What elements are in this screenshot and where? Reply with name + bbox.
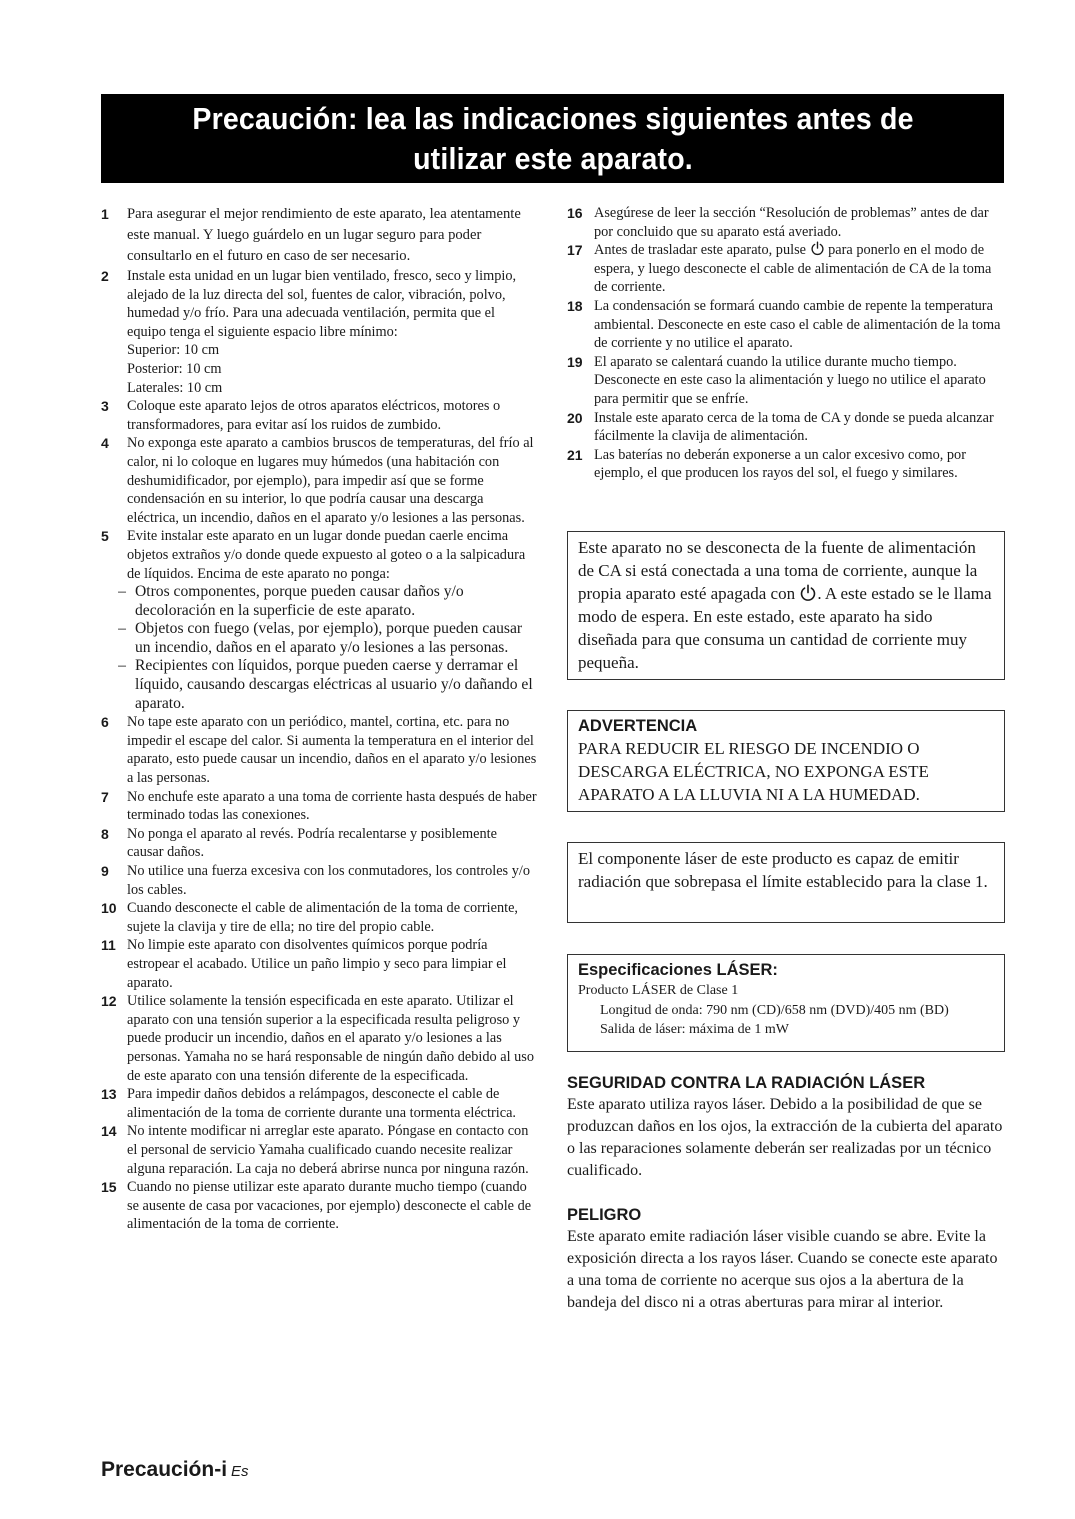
- warning-box: [567, 710, 1005, 812]
- laser-safety-text: Este aparato utiliza rayos láser. Debido a la posibilidad de que se produzcan daños en los ojos, la extracción de la cubierta del aparato o las reparaciones solamente deberán ser realizadas por un técnico cualificado.: [567, 1096, 1003, 1179]
- item-text: Instale esta unidad en un lugar bien ventilado, fresco, seco y limpio, alejado de la luz directa del sol, fuentes de calor, vibración, polvo, humedad y/o frío. Para una adecuada ventilación, permita que el equipo tenga el siguiente espacio libre mínimo:: [127, 268, 517, 340]
- item-text-before-icon: Antes de trasladar este aparato, pulse: [594, 242, 806, 259]
- danger-section: [567, 1204, 1007, 1314]
- item-text: Asegúrese de leer la sección “Resolución de problemas” antes de dar por concluido que su aparato está averiado.: [594, 205, 989, 240]
- precaution-item: [101, 267, 537, 397]
- dash-list-item: [101, 620, 537, 657]
- item-number: 12: [101, 993, 117, 1010]
- power-standby-icon: [799, 584, 817, 602]
- page-title-line-1: Precaución: lea las indicaciones siguientes antes de: [191, 100, 914, 136]
- item-text: Cuando desconecte el cable de alimentación de la toma de corriente, sujete la clavija y tire de ella; no tire del propio cable.: [127, 900, 519, 935]
- precaution-item: [101, 397, 537, 434]
- precaution-item: [567, 353, 1004, 409]
- laser-safety-heading: SEGURIDAD CONTRA LA RADIACIÓN LÁSER: [567, 1074, 926, 1092]
- item-number: 1: [101, 206, 109, 222]
- precaution-item: [567, 204, 1004, 241]
- precaution-item: [567, 241, 1004, 297]
- precaution-item: [567, 446, 1004, 483]
- clearance-top: Superior: 10 cm: [127, 342, 220, 359]
- item-number: 19: [567, 353, 583, 370]
- page-title: [139, 99, 967, 179]
- item-number: 7: [101, 788, 109, 805]
- item-number: 2: [101, 268, 109, 284]
- item-text: No limpie este aparato con disolventes químicos porque podría estropear el acabado. Utilice un paño limpio y seco para limpiar el aparato.: [127, 937, 507, 991]
- left-precautions-list: [101, 204, 537, 1234]
- precaution-item: [101, 825, 537, 862]
- laser-spec-box: [567, 954, 1005, 1052]
- precaution-item: [101, 1122, 537, 1178]
- item-text: Para asegurar el mejor rendimiento de este aparato, lea atentamente este manual. Y luego guárdelo en un lugar seguro para poder consultarlo en el futuro en caso de ser necesario.: [127, 206, 521, 264]
- precaution-item: [101, 992, 537, 1085]
- laser-wavelength: Longitud de onda: 790 nm (CD)/658 nm (DVD)/405 nm (BD): [600, 1002, 949, 1018]
- item-text: No exponga este aparato a cambios bruscos de temperaturas, del frío al calor, ni lo coloque en lugares muy húmedos (una habitación con deshumidificador, por ejemplo), para impedir así que se forme condensación en su interior, lo que podría causar una descarga eléctrica, un incendio, daños en el aparato y/o lesiones a las personas.: [127, 435, 534, 526]
- item-number: 5: [101, 528, 109, 545]
- item-text: No intente modificar ni arreglar este aparato. Póngase en contacto con el personal de servicio Yamaha cualificado cuando necesite realizar alguna reparación. La caja no deberá abrirse nunca por ninguna razón.: [127, 1123, 529, 1177]
- item-number: 16: [567, 205, 583, 221]
- item-text: No tape este aparato con un periódico, mantel, cortina, etc. para no impedir el escape del calor. Si aumenta la temperatura en el interior del aparato, esto puede causar un incendio, daños en el aparato y/o lesiones a las personas.: [127, 714, 537, 787]
- item-text: No ponga el aparato al revés. Podría recalentarse y posiblemente causar daños.: [127, 825, 497, 861]
- dash-item-text: Objetos con fuego (velas, por ejemplo), porque pueden causar un incendio, daños en el aparato y/o lesiones a las personas.: [135, 620, 523, 656]
- power-standby-icon: [810, 241, 825, 256]
- item-number: 21: [567, 446, 583, 463]
- precaution-item: [101, 527, 537, 583]
- precaution-item: [101, 862, 537, 899]
- clearance-rear: Posterior: 10 cm: [127, 360, 222, 377]
- precaution-item: [567, 297, 1004, 353]
- language-code: Es: [231, 1463, 249, 1480]
- item-text: Utilice solamente la tensión especificada en este aparato. Utilizar el aparato con una tensión superior a la especificada resulta peligroso y puede producir un incendio, daños en el aparato y/o lesiones a las personas. Yamaha no se hará responsable de ningún daño debido al uso de este aparato con una tensión diferente de la especificada.: [127, 993, 534, 1084]
- item-number: 9: [101, 863, 109, 879]
- standby-text-after-icon: . A este estado se le llama modo de espera. En este estado, este aparato ha sido diseñada para que consuma un cantidad de corriente muy pequeña.: [578, 584, 992, 672]
- item-text: Coloque este aparato lejos de otros aparatos eléctricos, motores o transformadores, para evitar así los ruidos de zumbido.: [127, 398, 501, 433]
- warning-text: PARA REDUCIR EL RIESGO DE INCENDIO O DESCARGA ELÉCTRICA, NO EXPONGA ESTE APARATO A LA LLUVIA NI A LA HUMEDAD.: [578, 739, 929, 804]
- precaution-item: [101, 204, 537, 267]
- item-number: 14: [101, 1123, 117, 1140]
- laser-safety-section: [567, 1072, 1007, 1182]
- precaution-item: [101, 788, 537, 825]
- dash-bullet: –: [118, 583, 126, 601]
- item-number: 17: [567, 242, 583, 259]
- item-number: 20: [567, 409, 583, 426]
- item-number: 3: [101, 398, 109, 415]
- page-footer: [101, 1458, 249, 1482]
- item-number: 13: [101, 1086, 117, 1103]
- item-text: No enchufe este aparato a una toma de corriente hasta después de haber terminado todas las conexiones.: [127, 788, 537, 824]
- dash-item-text: Otros componentes, porque pueden causar daños y/o decoloración en la superficie de este aparato.: [135, 583, 464, 619]
- laser-product-class: Producto LÁSER de Clase 1: [578, 983, 739, 998]
- item-text: Instale este aparato cerca de la toma de CA y donde se pueda alcanzar fácilmente la clavija de alimentación.: [594, 409, 994, 445]
- page-label: Precaución-i: [101, 1458, 228, 1481]
- item-text: Las baterías no deberán exponerse a un calor excesivo como, por ejemplo, el que producen los rayos del sol, el fuego y similares.: [594, 446, 966, 482]
- item-number: 11: [101, 937, 116, 954]
- item-text: El aparato se calentará cuando la utilice durante mucho tiempo. Desconecte en este caso la alimentación y luego no utilice el aparato para permitir que se enfríe.: [594, 353, 986, 407]
- dash-list-item: [101, 657, 537, 713]
- item-number: 8: [101, 825, 109, 842]
- item-number: 6: [101, 714, 109, 731]
- clearance-sides: Laterales: 10 cm: [127, 379, 223, 396]
- dash-bullet: –: [118, 620, 126, 638]
- page-title-line-2: utilizar este aparato.: [412, 140, 693, 176]
- item-text: No utilice una fuerza excesiva con los conmutadores, los controles y/o los cables.: [127, 863, 530, 898]
- dash-item-text: Recipientes con líquidos, porque pueden caerse y derramar el líquido, causando descargas eléctricas al usuario y/o dañando el aparato.: [135, 657, 533, 712]
- item-text: Cuando no piense utilizar este aparato durante mucho tiempo (cuando se ausente de casa por vacaciones, por ejemplo) desconecte el cable de alimentación de la toma de corriente.: [127, 1179, 532, 1233]
- precaution-item: [101, 713, 537, 787]
- standby-text-before-icon: Este aparato no se desconecta de la fuente de alimentación de CA si está conectada a una toma de corriente, aunque la propia aparato esté apagada con: [578, 538, 978, 603]
- laser-spec-heading: Especificaciones LÁSER:: [578, 961, 778, 979]
- item-number: 10: [101, 900, 117, 917]
- standby-notice-box: [567, 531, 1005, 680]
- right-precautions-list: [567, 204, 1004, 483]
- precaution-item: [101, 1085, 537, 1122]
- dash-bullet: –: [118, 657, 126, 675]
- precaution-item: [101, 899, 537, 936]
- item-text: La condensación se formará cuando cambie de repente la temperatura ambiental. Desconecte en este caso el cable de alimentación de la toma de corriente y no utilice el aparato.: [594, 297, 1001, 352]
- item-text-after-icon: para ponerlo en el modo de espera, y luego desconecte el cable de alimentación de CA de la toma de corriente.: [594, 242, 992, 296]
- item-text: Evite instalar este aparato en un lugar donde puedan caerle encima objetos extraños y/o donde quede expuesto al goteo o a la salpicadura de líquidos. Encima de este aparato no ponga:: [127, 528, 526, 582]
- danger-heading: PELIGRO: [567, 1206, 642, 1224]
- warning-heading: ADVERTENCIA: [578, 717, 698, 735]
- laser-class-box: [567, 842, 1005, 923]
- laser-output: Salida de láser: máxima de 1 mW: [600, 1022, 789, 1037]
- item-number: 15: [101, 1179, 117, 1196]
- precaution-item: [101, 936, 537, 992]
- precaution-item: [567, 409, 1004, 446]
- dash-list-item: [101, 583, 537, 620]
- laser-class-text: El componente láser de este producto es capaz de emitir radiación que sobrepasa el límite establecido para la clase 1.: [578, 849, 988, 891]
- danger-text: Este aparato emite radiación láser visible cuando se abre. Evite la exposición directa a los rayos láser. Cuando se conecte este aparato a una toma de corriente no acerque sus ojos a la abertura de la bandeja del disco ni a otras aberturas para mirar al interior.: [567, 1228, 998, 1311]
- item-text: Para impedir daños debidos a relámpagos, desconecte el cable de alimentación de la toma de corriente durante una tormenta eléctrica.: [127, 1086, 517, 1121]
- precaution-item: [101, 434, 537, 527]
- item-number: 4: [101, 435, 109, 452]
- item-number: 18: [567, 297, 583, 314]
- page-title-banner: [101, 94, 1004, 183]
- precaution-item: [101, 1178, 537, 1234]
